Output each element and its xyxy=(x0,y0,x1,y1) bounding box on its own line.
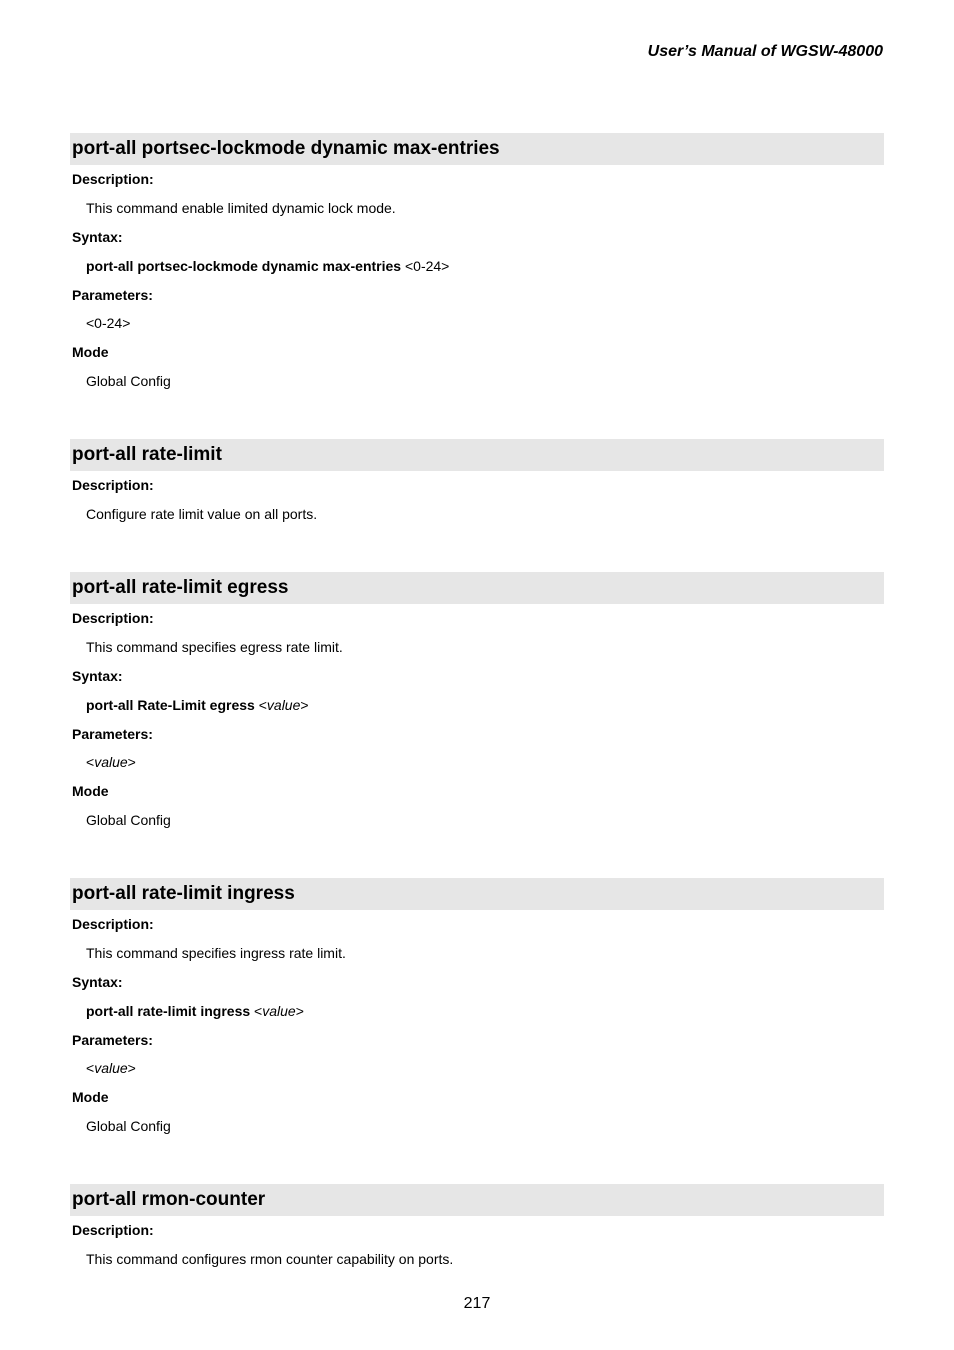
syntax-line xyxy=(86,257,449,275)
syntax-command: port-all rate-limit ingress xyxy=(86,1003,251,1019)
param-close: > xyxy=(127,754,136,770)
section-title: port-all rate-limit ingress xyxy=(72,883,295,904)
section-title-bar xyxy=(70,439,884,471)
mode-text: Global Config xyxy=(86,373,171,389)
syntax-arg-close: > xyxy=(295,1003,304,1019)
syntax-arg-close: > xyxy=(300,697,309,713)
mode-label: Mode xyxy=(72,344,109,360)
description-label: Description: xyxy=(72,610,154,626)
mode-label: Mode xyxy=(72,1089,109,1105)
syntax-line xyxy=(86,696,309,714)
mode-label: Mode xyxy=(72,783,109,799)
syntax-label: Syntax: xyxy=(72,974,123,990)
mode-text: Global Config xyxy=(86,1118,171,1134)
page-number: 217 xyxy=(463,1295,491,1312)
param-value: value xyxy=(94,754,128,770)
parameters-label: Parameters: xyxy=(72,287,153,303)
description-text: This command enable limited dynamic lock mode. xyxy=(86,200,396,216)
section-title-bar xyxy=(70,1184,884,1216)
description-label: Description: xyxy=(72,916,154,932)
parameters-text xyxy=(86,753,136,771)
description-text: This command configures rmon counter capability on ports. xyxy=(86,1251,454,1267)
syntax-label: Syntax: xyxy=(72,668,123,684)
description-label: Description: xyxy=(72,1222,154,1238)
parameters-text xyxy=(86,1059,136,1077)
section-title-bar xyxy=(70,878,884,910)
syntax-arg-open: < xyxy=(250,1003,263,1019)
param-open: < xyxy=(86,1060,95,1076)
section-portsec-lockmode xyxy=(70,133,884,403)
param-open: < xyxy=(86,754,95,770)
syntax-arg-open: < xyxy=(254,697,267,713)
param-value: value xyxy=(94,1060,128,1076)
parameters-label: Parameters: xyxy=(72,726,153,742)
parameters-text: <0-24> xyxy=(86,315,131,331)
section-title-bar xyxy=(70,133,884,165)
syntax-label: Syntax: xyxy=(72,229,123,245)
section-rate-limit xyxy=(70,439,884,539)
syntax-command: port-all Rate-Limit egress xyxy=(86,697,255,713)
syntax-arg-value: value xyxy=(262,1003,296,1019)
section-title-bar xyxy=(70,572,884,604)
section-title: port-all rmon-counter xyxy=(72,1189,266,1210)
section-rate-limit-egress xyxy=(70,572,884,842)
description-text: This command specifies ingress rate limit. xyxy=(86,945,346,961)
parameters-label: Parameters: xyxy=(72,1032,153,1048)
section-title: port-all portsec-lockmode dynamic max-entries xyxy=(72,138,500,159)
description-label: Description: xyxy=(72,477,154,493)
section-title: port-all rate-limit xyxy=(72,444,222,465)
running-header: User’s Manual of WGSW-48000 xyxy=(647,43,883,60)
syntax-argument: <0-24> xyxy=(401,258,450,274)
section-rmon-counter xyxy=(70,1184,884,1284)
param-close: > xyxy=(127,1060,136,1076)
description-label: Description: xyxy=(72,171,154,187)
section-title: port-all rate-limit egress xyxy=(72,577,289,598)
mode-text: Global Config xyxy=(86,812,171,828)
description-text: This command specifies egress rate limit. xyxy=(86,639,343,655)
section-rate-limit-ingress xyxy=(70,878,884,1148)
syntax-arg-value: value xyxy=(266,697,301,713)
syntax-command: port-all portsec-lockmode dynamic max-entries xyxy=(86,258,402,274)
description-text: Configure rate limit value on all ports. xyxy=(86,506,318,522)
syntax-line xyxy=(86,1002,304,1020)
